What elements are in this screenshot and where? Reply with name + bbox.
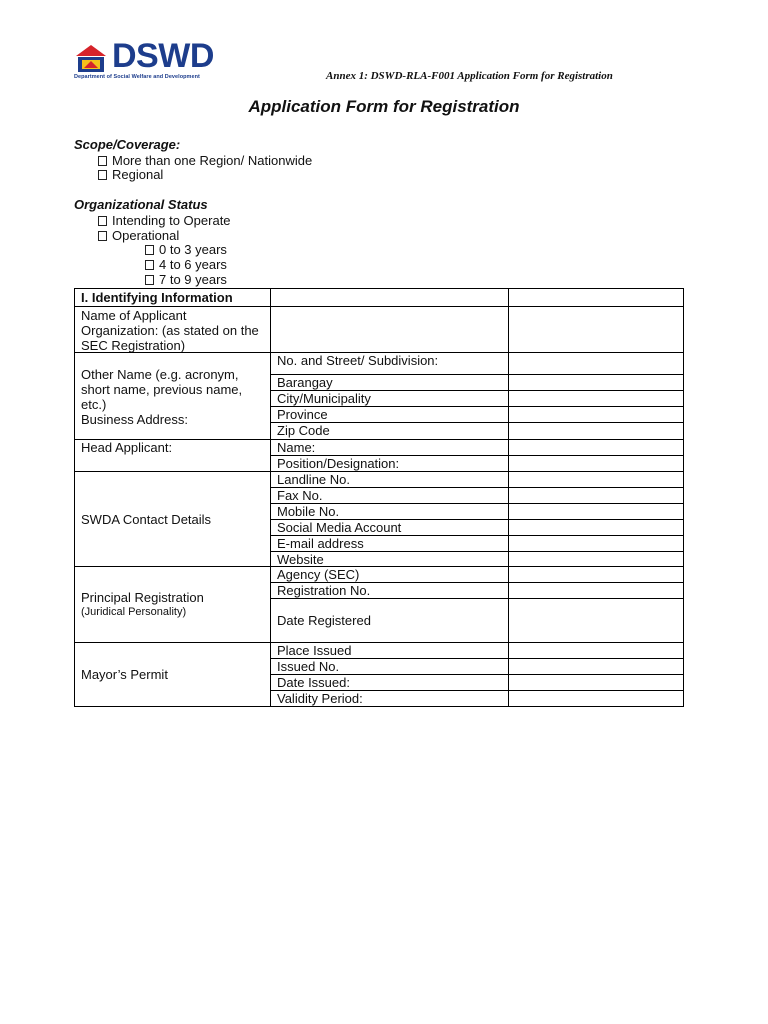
contact-field-social: Social Media Account: [270, 519, 509, 536]
option-label: Operational: [112, 228, 180, 243]
address-field-barangay: Barangay: [270, 374, 509, 391]
applicant-name-label: Name of Applicant Organization: (as stated on the SEC Registration): [74, 306, 271, 353]
principal-registration-sublabel: (Juridical Personality): [81, 605, 187, 618]
contact-field-website: Website: [270, 551, 509, 567]
address-city-input[interactable]: [508, 390, 684, 407]
contact-website-input[interactable]: [508, 551, 684, 567]
address-zip-input[interactable]: [508, 422, 684, 440]
mayors-permit-label: Mayor’s Permit: [74, 642, 271, 707]
option-label: More than one Region/ Nationwide: [112, 153, 313, 168]
business-address-label: Business Address:: [81, 412, 188, 427]
option-label: 7 to 9 years: [159, 272, 227, 287]
address-field-province: Province: [270, 406, 509, 423]
head-field-position: Position/Designation:: [270, 455, 509, 472]
principal-registration-label: Principal Registration: [81, 589, 204, 605]
header-blank-cell: [508, 288, 684, 307]
principal-date-input[interactable]: [508, 598, 684, 643]
permit-issued-no-input[interactable]: [508, 658, 684, 675]
contact-field-fax: Fax No.: [270, 487, 509, 504]
form-title: Application Form for Registration: [248, 97, 520, 116]
status-sub-option-0-3[interactable]: [145, 242, 227, 257]
head-name-input[interactable]: [508, 439, 684, 456]
status-option-intending[interactable]: [98, 213, 231, 228]
other-name-cell: [74, 352, 271, 440]
address-province-input[interactable]: [508, 406, 684, 423]
address-barangay-input[interactable]: [508, 374, 684, 391]
scope-option-regional[interactable]: [98, 167, 163, 182]
principal-field-date: Date Registered: [270, 598, 509, 643]
principal-regno-input[interactable]: [508, 582, 684, 599]
annex-label: Annex 1: DSWD-RLA-F001 Application Form for Registration: [326, 70, 613, 82]
applicant-name-extra[interactable]: [508, 306, 684, 353]
contact-field-email: E-mail address: [270, 535, 509, 552]
head-field-name: Name:: [270, 439, 509, 456]
contact-social-input[interactable]: [508, 519, 684, 536]
checkbox[interactable]: [98, 216, 107, 226]
checkbox[interactable]: [145, 275, 154, 285]
option-label: Regional: [112, 167, 164, 182]
permit-field-issued-no: Issued No.: [270, 658, 509, 675]
contact-field-landline: Landline No.: [270, 471, 509, 488]
address-field-zip: Zip Code: [270, 422, 509, 440]
address-street-input[interactable]: [508, 352, 684, 375]
dswd-logo: [74, 37, 218, 84]
checkbox[interactable]: [145, 260, 154, 270]
logo-subtitle: Department of Social Welfare and Development: [74, 74, 200, 80]
checkbox[interactable]: [98, 170, 107, 180]
section-title: I. Identifying Information: [74, 288, 271, 307]
logo-text: DSWD: [112, 37, 214, 75]
address-field-street: No. and Street/ Subdivision:: [270, 352, 509, 375]
head-position-input[interactable]: [508, 455, 684, 472]
checkbox[interactable]: [145, 245, 154, 255]
status-sub-option-4-6[interactable]: [145, 257, 227, 272]
org-status-heading: Organizational Status: [74, 197, 208, 212]
permit-field-date-issued: Date Issued:: [270, 674, 509, 691]
option-label: 0 to 3 years: [159, 242, 227, 257]
option-label: Intending to Operate: [112, 213, 231, 228]
checkbox[interactable]: [98, 231, 107, 241]
permit-date-issued-input[interactable]: [508, 674, 684, 691]
scope-option-nationwide[interactable]: [98, 153, 312, 168]
checkbox[interactable]: [98, 156, 107, 166]
permit-validity-input[interactable]: [508, 690, 684, 707]
contact-email-input[interactable]: [508, 535, 684, 552]
head-applicant-label: Head Applicant:: [74, 439, 271, 472]
permit-field-validity: Validity Period:: [270, 690, 509, 707]
option-label: 4 to 6 years: [159, 257, 227, 272]
principal-registration-cell: [74, 566, 271, 643]
scope-heading: Scope/Coverage:: [74, 137, 181, 152]
identifying-information-table: [74, 288, 684, 707]
contact-landline-input[interactable]: [508, 471, 684, 488]
permit-field-place: Place Issued: [270, 642, 509, 659]
status-sub-option-7-9[interactable]: [145, 272, 227, 287]
principal-field-agency: Agency (SEC): [270, 566, 509, 583]
address-field-city: City/Municipality: [270, 390, 509, 407]
contact-details-label: SWDA Contact Details: [74, 471, 271, 567]
contact-fax-input[interactable]: [508, 487, 684, 504]
applicant-name-input[interactable]: [270, 306, 509, 353]
contact-field-mobile: Mobile No.: [270, 503, 509, 520]
principal-field-regno: Registration No.: [270, 582, 509, 599]
status-option-operational[interactable]: [98, 228, 179, 243]
dswd-emblem-icon: [74, 44, 108, 74]
contact-mobile-input[interactable]: [508, 503, 684, 520]
other-name-label: Other Name (e.g. acronym, short name, previous name, etc.): [81, 367, 243, 412]
principal-agency-input[interactable]: [508, 566, 684, 583]
header-blank-cell: [270, 288, 509, 307]
permit-place-input[interactable]: [508, 642, 684, 659]
